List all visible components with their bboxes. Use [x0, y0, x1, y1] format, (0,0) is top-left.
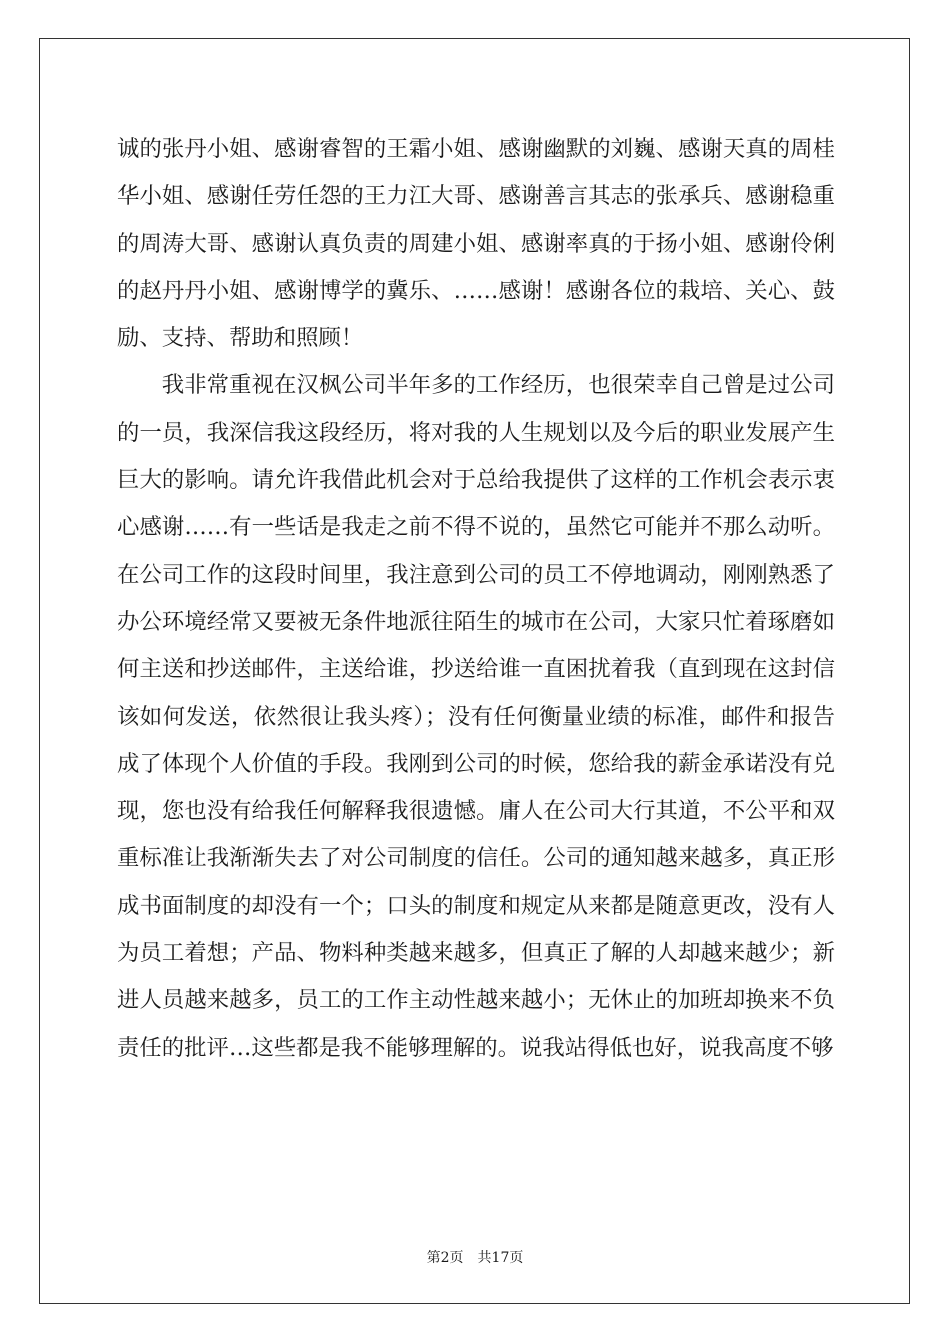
- page-total: 共17页: [477, 1250, 524, 1266]
- page-number: 第2页: [426, 1250, 464, 1266]
- paragraph-1: 诚的张丹小姐、感谢睿智的王霜小姐、感谢幽默的刘巍、感谢天真的周桂华小姐、感谢任劳任怨的王力江大哥、感谢善言其志的张承兵、感谢稳重的周涛大哥、感谢认真负责的周建小姐、感谢率真的于扬小姐、感谢伶俐的赵丹丹小姐、感谢博学的冀乐、……感谢！感谢各位的栽培、关心、鼓励、支持、帮助和照顾！: [117, 136, 835, 352]
- page-footer: [0, 1247, 950, 1267]
- paragraph-2: 我非常重视在汉枫公司半年多的工作经历，也很荣幸自己曾是过公司的一员，我深信我这段经历，将对我的人生规划以及今后的职业发展产生巨大的影响。请允许我借此机会对于总给我提供了这样的工作机会表示衷心感谢……有一些话是我走之前不得不说的，虽然它可能并不那么动听。在公司工作的这段时间里，我注意到公司的员工不停地调动，刚刚熟悉了办公环境经常又要被无条件地派往陌生的城市在公司，大家只忙着琢磨如何主送和抄送邮件，主送给谁，抄送给谁一直困扰着我（直到现在这封信该如何发送，依然很让我头疼）；没有任何衡量业绩的标准，邮件和报告成了体现个人价值的手段。我刚到公司的时候，您给我的薪金承诺没有兑现，您也没有给我任何解释我很遗憾。庸人在公司大行其道，不公平和双重标准让我渐渐失去了对公司制度的信任。公司的通知越来越多，真正形成书面制度的却没有一个；口头的制度和规定从来都是随意更改，没有人为员工着想；产品、物料种类越来越多，但真正了解的人却越来越少；新进人员越来越多，员工的工作主动性越来越小；无休止的加班却换来不负责任的批评…这些都是我不能够理解的。说我站得低也好，说我高度不够: [117, 372, 835, 1061]
- document-body: [117, 126, 835, 1072]
